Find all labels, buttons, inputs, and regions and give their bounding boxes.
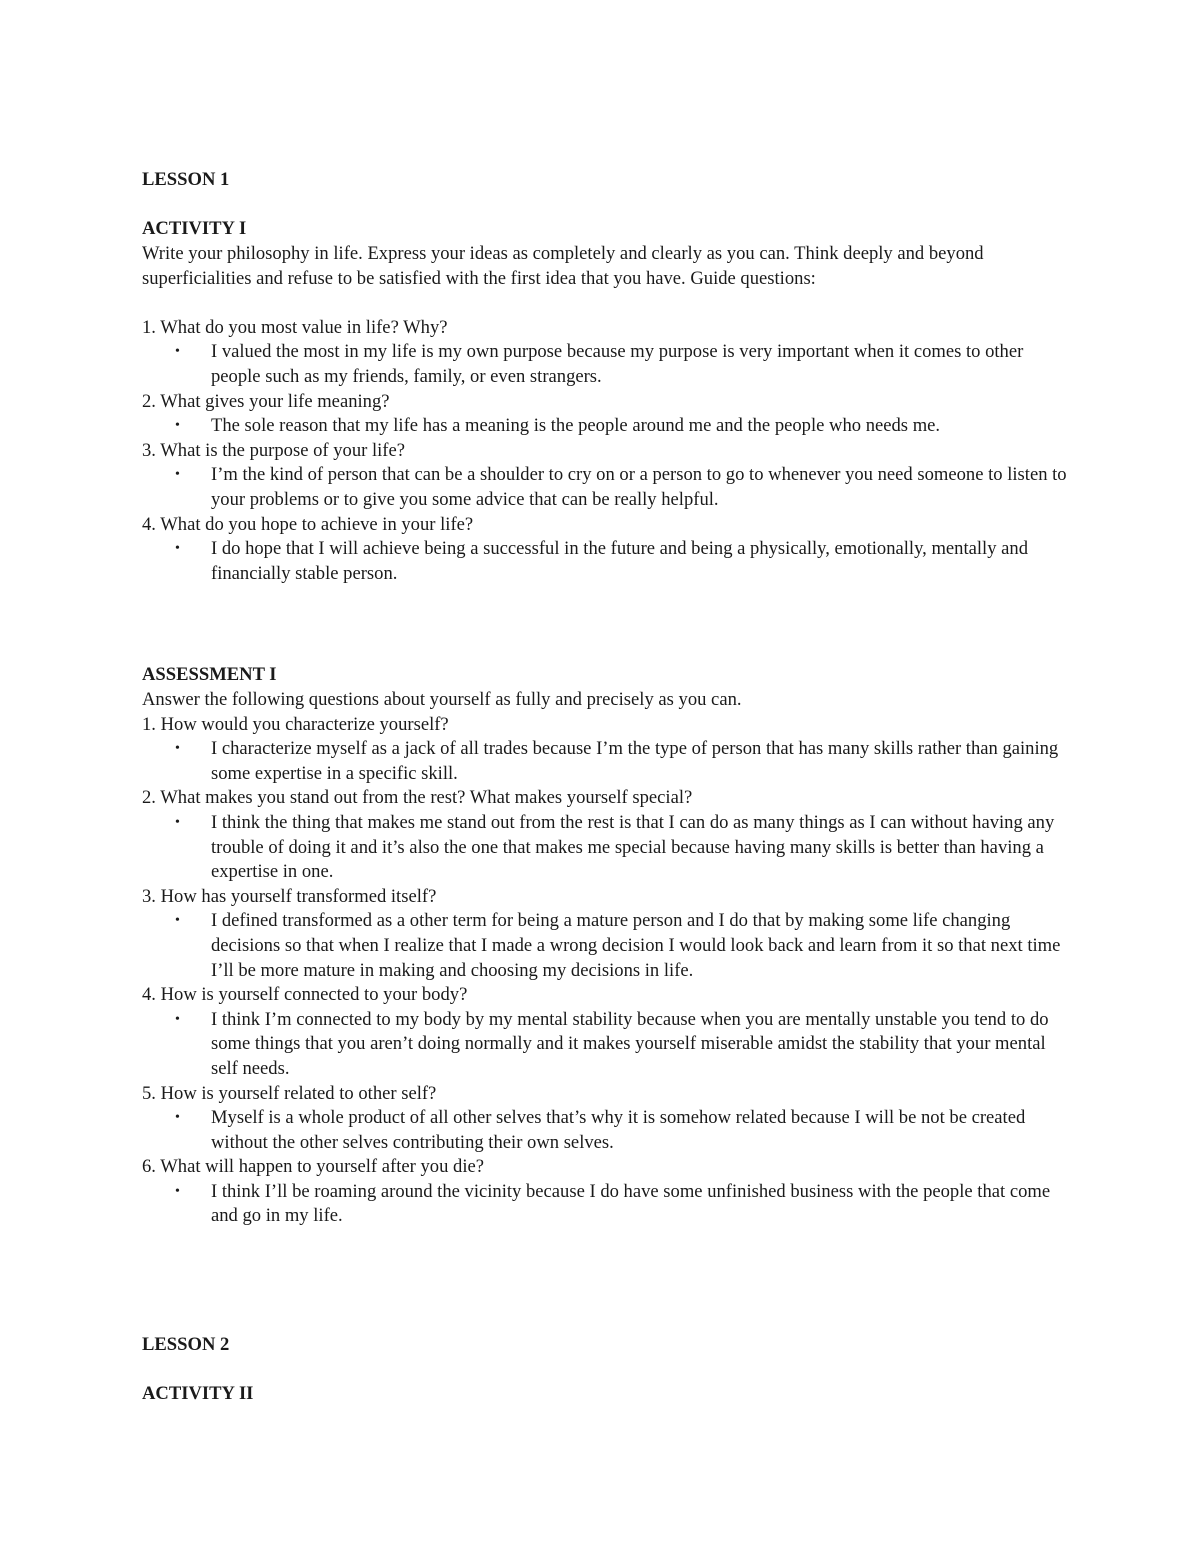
activity-question: 3. What is the purpose of your life? — [142, 439, 405, 461]
bullet-icon: • — [175, 1110, 180, 1126]
activity-1-section — [142, 242, 1072, 586]
assessment-question: 6. What will happen to yourself after you die? — [142, 1156, 484, 1178]
assessment-question: 5. How is yourself related to other self? — [142, 1082, 437, 1104]
assessment-answer — [142, 909, 1072, 983]
assessment-question: 4. How is yourself connected to your body? — [142, 984, 468, 1006]
bullet-icon: • — [175, 418, 180, 434]
answer-text: I think the thing that makes me stand out from the rest is that I can do as many things as I can without having any trouble of doing it and it’s also the one that makes me special because having many skills is better than having a expertise in one. — [211, 811, 1055, 883]
bullet-icon: • — [175, 1011, 180, 1027]
answer-text: I think I’ll be roaming around the vicinity because I do have some unfinished business with the people that come and go in my life. — [211, 1180, 1051, 1227]
assessment-answer — [142, 1180, 1072, 1229]
answer-text: I valued the most in my life is my own purpose because my purpose is very important when it comes to other people such as my friends, family, or even strangers. — [211, 341, 1024, 387]
lesson-2-title: LESSON 2 — [142, 1334, 230, 1355]
assessment-question: 3. How has yourself transformed itself? — [142, 885, 437, 907]
bullet-icon: • — [175, 541, 180, 557]
assessment-1-title: ASSESSMENT I — [142, 664, 277, 685]
assessment-1-intro: Answer the following questions about yourself as fully and precisely as you can. — [142, 689, 742, 710]
activity-question: 4. What do you hope to achieve in your life? — [142, 513, 474, 535]
answer-text: I’m the kind of person that can be a shoulder to cry on or a person to go to whenever you need someone to listen to your problems or to give you some advice that can be really helpful. — [211, 464, 1067, 510]
activity-answer — [142, 463, 1072, 512]
assessment-answer — [142, 1106, 1072, 1155]
bullet-icon: • — [175, 741, 180, 757]
assessment-answer — [142, 1008, 1072, 1082]
answer-text: Myself is a whole product of all other selves that’s why it is somehow related because I will be not be created without the other selves contributing their own selves. — [211, 1107, 1026, 1153]
activity-question: 2. What gives your life meaning? — [142, 390, 390, 412]
bullet-icon: • — [175, 814, 180, 830]
answer-text: I think I’m connected to my body by my mental stability because when you are mentally unstable you tend to do some things that you aren’t doing normally and it makes yourself miserable amidst the stability that your mental self needs. — [211, 1008, 1049, 1079]
bullet-icon: • — [175, 913, 180, 929]
activity-2-title: ACTIVITY II — [142, 1383, 254, 1404]
spacer — [142, 291, 1072, 316]
assessment-question: 2. What makes you stand out from the rest? What makes yourself special? — [142, 787, 693, 809]
activity-1-intro: Write your philosophy in life. Express your ideas as completely and clearly as you can. Think deeply and beyond superficialities and refuse to be satisfied with the first idea that you have. Guide questions: — [142, 243, 984, 289]
bullet-icon: • — [175, 344, 180, 360]
lesson-1-title: LESSON 1 — [142, 169, 230, 190]
assessment-answer — [142, 737, 1072, 786]
activity-1-title: ACTIVITY I — [142, 218, 247, 239]
answer-text: I defined transformed as a other term for being a mature person and I do that by making some life changing decisions so that when I realize that I made a wrong decision I would look back and learn from it so that next time I’ll be more mature in making and choosing my decisions in life. — [211, 910, 1061, 981]
activity-answer — [142, 414, 1072, 439]
bullet-icon: • — [175, 467, 180, 483]
activity-answer — [142, 537, 1072, 586]
assessment-answer — [142, 811, 1072, 885]
activity-answer — [142, 340, 1072, 389]
assessment-question: 1. How would you characterize yourself? — [142, 713, 449, 735]
answer-text: I do hope that I will achieve being a successful in the future and being a physically, emotionally, mentally and financially stable person. — [211, 538, 1029, 584]
answer-text: The sole reason that my life has a meaning is the people around me and the people who needs me. — [211, 415, 941, 437]
answer-text: I characterize myself as a jack of all trades because I’m the type of person that has many skills rather than gaining some expertise in a specific skill. — [211, 738, 1059, 784]
activity-question: 1. What do you most value in life? Why? — [142, 316, 448, 338]
assessment-1-section — [142, 688, 1072, 1229]
bullet-icon: • — [175, 1183, 180, 1199]
